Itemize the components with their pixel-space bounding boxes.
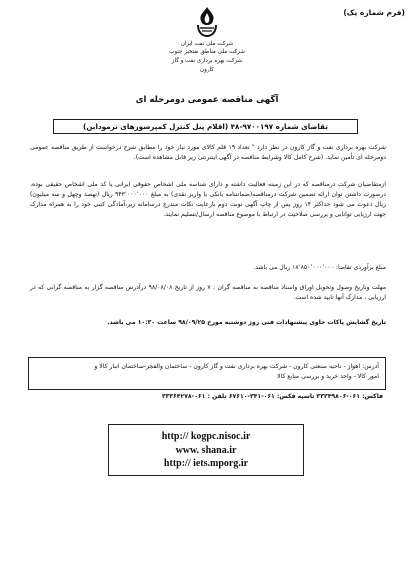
form-number: (فرم شماره یک) xyxy=(343,8,405,17)
org-line-1: شرکت ملی نفت ایران xyxy=(180,41,234,47)
tender-number: تقاضای شماره ۹۷۰۰۱۹۷-۴۸ (اقلام پنل کنترل کمپرسورهای ترمودابن) xyxy=(53,119,358,134)
paragraph-estimate: مبلغ برآوردی تقاضا: ۱۸٬۸۵۰٬۰۰۰٬۰۰۰ ریال می باشد. xyxy=(253,264,386,271)
org-line-2: شرکت ملی مناطق نفتخیز جنوب xyxy=(169,49,245,55)
address-text xyxy=(39,362,379,382)
paragraph-intro: شرکت بهره برداری نفت و گاز کارون در نظر دارد " تعداد ۱۹ قلم کالای مورد نیاز خود را مطابق شرح درخواست از طریق مناقصه عمومی دومرحله ای تأمین نماید. (شرح کامل کالا وشرایط مناقصه در آگهی اینترنتی زیر قابل مشاهده است). xyxy=(30,144,386,162)
website-link-iets[interactable]: http:// iets.mporg.ir xyxy=(163,458,249,469)
address-box xyxy=(28,357,386,390)
paragraph-eligibility: ازمتقاضیان شرکت درمناقصه که در این زمینه فعالیت داشته و دارای شناسه ملی اشخاص حقوقی ایرانی یا کد ملی اشخاص حقیقی بوده، درصورت داشتن توان ارائه تضمین شرکت درمناقصه(ضمانتنامه بانکی یا واریز نقدی) به مبلغ ۹۴۳٬۰۰۰٬۰۰۰ ریال (نهصد وچهل و سه میلیون) ریال دعوت می شود حداکثر ۱۴ روز پس از چاپ آگهی نوبت دوم بارعایت نکات مندرج درسامانه زیر،آمادگی کتبی خود را به همراه مدارک جهت ارزیابی توانایی و بررسی صلاحیت در ارتباط با موضوع مناقصه ارسال/تسلیم نمایند. xyxy=(30,181,386,219)
paragraph-deadline: مهلت وتاریخ وصول وتحویل اوراق واسناد مناقصه به مناقصه گران : ۷ روز از تاریخ ۹۸/۰۸/۰۸ درآدرس مناقصه گزار به مناقصه گرانی که در ارزیابی ، مدارک آنها تایید شده است. xyxy=(30,284,386,302)
website-link-shana[interactable]: www. shana.ir xyxy=(175,444,237,456)
notice-title: آگهی مناقصه عمومی دومرحله ای xyxy=(135,95,279,105)
address-line-1: آدرس: اهواز - ناحیه صنعتی کارون - شرکت بهره برداری نفت و گاز کارون - ساختمان والفجر-ساختمان انبار کالا و xyxy=(94,363,379,370)
contact-numbers: فاکس: ۰۶۱-۳۳۳۴۹۸۰۶ تاسیه فکس: ۰۶۱-۳۴۱-۶۷۶۱۰ تلفن : ۰۶۱-۳۳۳۶۴۲۷۸ xyxy=(161,393,383,400)
website-link-kogpc[interactable]: http:// kogpc.nisoc.ir xyxy=(161,431,251,442)
paragraph-opening-date: تاریخ گشایش پاکات حاوی پیشنهادات فنی روز دوشنبه مورخ ۹۸/۰۹/۲۵ ساعت ۱۰:۳۰ می باشد. xyxy=(107,319,386,326)
org-line-4: کارون xyxy=(200,67,214,73)
nioc-flame-logo-icon xyxy=(194,6,220,38)
address-line-2: امور کالا - واحد خرید و بررسی منابع کالا xyxy=(277,373,379,381)
org-line-3: شرکت بهره برداری نفت و گاز xyxy=(171,58,243,64)
websites-box xyxy=(108,424,304,476)
